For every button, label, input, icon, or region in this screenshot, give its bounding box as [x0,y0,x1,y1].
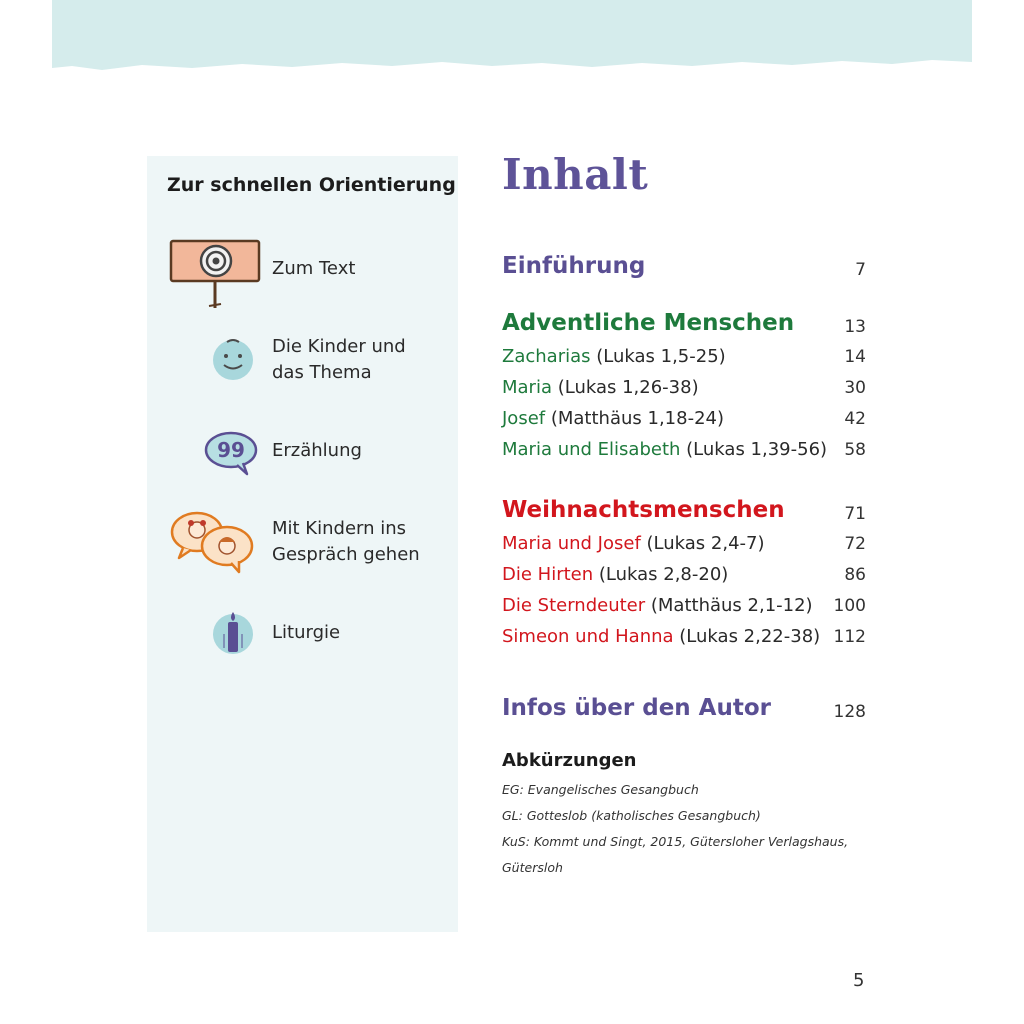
toc-row-adventliche-menschen[interactable] [502,310,866,340]
table-of-contents [502,0,972,1024]
abbreviation-line: EG: Evangelisches Gesangbuch [502,782,699,797]
toc-entry-ref: (Lukas 1,5-25) [590,346,726,367]
abbreviations-title: Abkürzungen [502,750,637,771]
toc-entry-ref: (Lukas 2,22-38) [673,626,821,647]
abbreviation-line: GL: Gotteslob (katholisches Gesangbuch) [502,808,761,823]
legend-label-line: Liturgie [272,622,341,643]
toc-page: 14 [844,347,866,367]
legend-label-line: Gespräch gehen [272,544,420,565]
legend-label-line: Die Kinder und [272,336,406,357]
toc-page: 30 [844,378,866,398]
orientation-sidebar [147,156,458,932]
toc-heading: Adventliche Menschen [502,310,795,336]
toc-row-maria-josef[interactable] [502,533,866,563]
legend-label-kinder-thema [272,334,406,386]
candle-icon [209,608,257,660]
legend-label-line: Zum Text [272,258,356,279]
toc-entry-ref: (Lukas 2,4-7) [640,533,765,554]
toc-page: 112 [833,627,866,647]
legend-label-line: das Thema [272,362,372,383]
toc-row-simeon-hanna[interactable] [502,626,866,656]
abbreviation-line: KuS: Kommt und Singt, 2015, Gütersloher Verlagshaus, [502,834,849,849]
toc-row-maria[interactable] [502,377,866,407]
toc-heading: Weihnachtsmenschen [502,497,785,523]
quote-bubble-icon [203,430,259,480]
toc-entry-ref: (Lukas 1,26-38) [552,377,699,398]
toc-row-autor[interactable] [502,695,866,725]
child-face-icon [209,334,257,386]
talking-children-icon [169,510,257,578]
toc-page: 86 [844,565,866,585]
toc-entry-name: Josef [502,408,546,429]
toc-page: 7 [855,260,866,280]
toc-page: 72 [844,534,866,554]
toc-page: 13 [844,317,866,337]
toc-entry-name: Maria und Elisabeth [502,439,681,460]
toc-entry-ref: (Lukas 1,39-56) [680,439,828,460]
toc-row-josef[interactable] [502,408,866,438]
toc-entry-name: Maria und Josef [502,533,641,554]
toc-entry-name: Zacharias [502,346,591,367]
toc-row-sterndeuter[interactable] [502,595,866,625]
legend-label-line: Mit Kindern ins [272,518,407,539]
toc-entry-name: Die Hirten [502,564,594,585]
toc-page: 42 [844,409,866,429]
toc-row-weihnachtsmenschen[interactable] [502,497,866,527]
toc-row-maria-elisabeth[interactable] [502,439,866,469]
toc-page: 100 [833,596,866,616]
toc-row-zacharias[interactable] [502,346,866,376]
page-title: Inhalt [502,150,649,199]
legend-label-erzaehlung [272,438,362,464]
sidebar-title: Zur schnellen Orientierung [167,174,456,196]
toc-row-hirten[interactable] [502,564,866,594]
legend-label-zum-text [272,256,355,282]
toc-entry-name: Simeon und Hanna [502,626,674,647]
toc-heading: Infos über den Autor [502,695,771,721]
toc-entry-name: Die Sterndeuter [502,595,646,616]
toc-page: 128 [833,702,866,722]
page-number: 5 [853,970,865,991]
target-sign-icon [169,238,263,314]
toc-heading: Einführung [502,253,646,279]
toc-entry-ref: (Matthäus 2,1-12) [645,595,813,616]
toc-page: 71 [844,504,866,524]
legend-label-line: Erzählung [272,440,362,461]
svg-text:99: 99 [217,438,245,462]
toc-row-einfuehrung[interactable] [502,253,866,283]
toc-page: 58 [844,440,866,460]
toc-entry-ref: (Matthäus 1,18-24) [545,408,724,429]
abbreviation-line: Gütersloh [502,860,563,875]
legend-label-liturgie [272,620,340,646]
legend-label-gespraech [272,516,420,568]
toc-entry-ref: (Lukas 2,8-20) [593,564,729,585]
toc-entry-name: Maria [502,377,552,398]
